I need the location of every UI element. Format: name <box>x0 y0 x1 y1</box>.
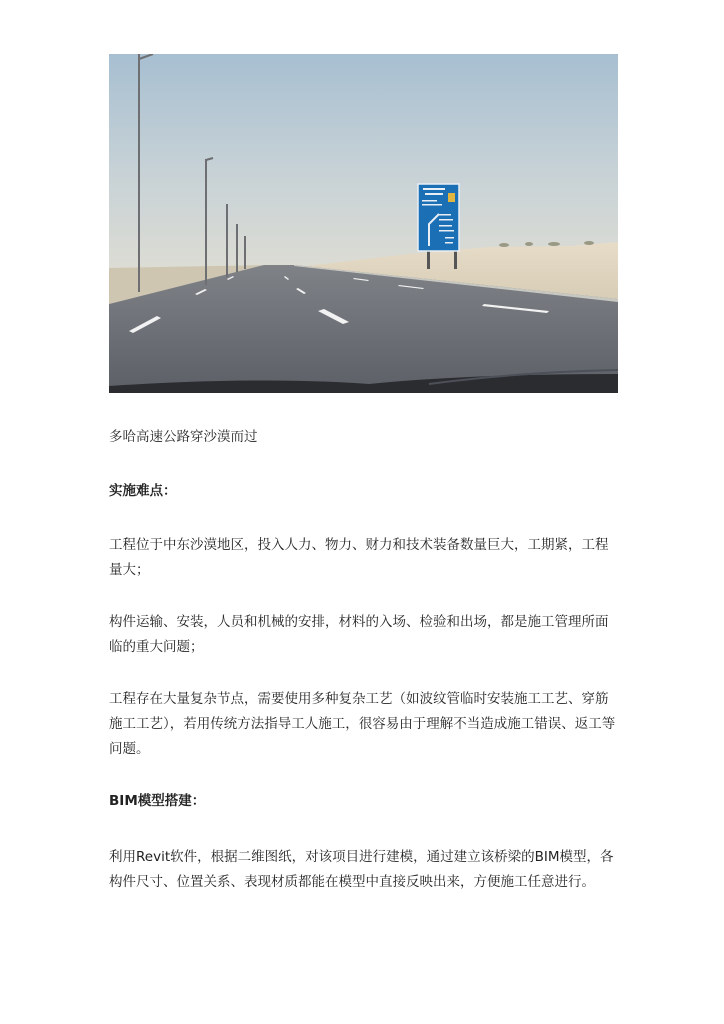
paragraph-revit: 利用Revit软件，根据二维图纸，对该项目进行建模，通过建立该桥梁的BIM模型，各构件尺寸、位置关系、表现材质都能在模型中直接反映出来，方便施工任意进行。 <box>109 849 614 890</box>
section-heading-difficulties: 实施难点： <box>109 483 177 499</box>
section-heading-bim: BIM模型搭建： <box>109 793 206 809</box>
paragraph-management: 构件运输、安装，人员和机械的安排，材料的入场、检验和出场，都是施工管理所面临的重大问题； <box>109 614 609 655</box>
paragraph-location: 工程位于中东沙漠地区，投入人力、物力、财力和技术装备数量巨大，工期紧，工程量大； <box>109 537 609 578</box>
photo-caption: 多哈高速公路穿沙漠而过 <box>109 429 258 445</box>
highway-photo <box>109 54 618 393</box>
paragraph-complex-nodes: 工程存在大量复杂节点，需要使用多种复杂工艺（如波纹管临时安装施工工艺、穿筋施工工艺），若用传统方法指导工人施工，很容易由于理解不当造成施工错误、返工等问题。 <box>109 691 616 757</box>
desert-highway-image <box>109 54 618 393</box>
